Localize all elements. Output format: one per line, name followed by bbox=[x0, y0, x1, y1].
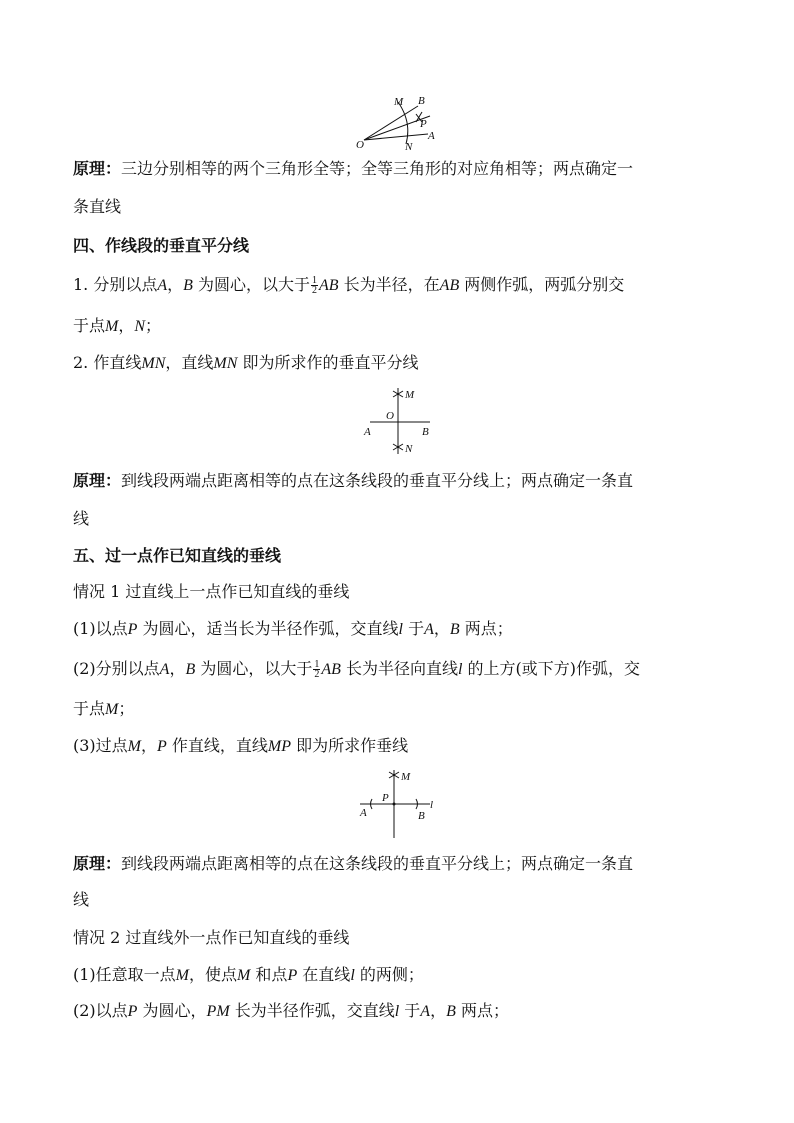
text: ，使点 bbox=[189, 965, 238, 984]
line-l: l bbox=[398, 621, 403, 638]
fraction-half bbox=[311, 276, 318, 295]
segment-pm: PM bbox=[206, 1003, 230, 1020]
section-4-heading: 四、作线段的垂直平分线 bbox=[73, 236, 250, 255]
text: 为圆心，适当长为半径作弧，交直线 bbox=[137, 619, 399, 638]
case-2-step-2 bbox=[73, 1000, 509, 1023]
denominator: 2 bbox=[312, 285, 318, 296]
perpendicular-bisector-figure bbox=[360, 384, 440, 458]
point-p: P bbox=[157, 738, 167, 755]
text: (1)以点 bbox=[73, 619, 128, 638]
text: 两侧作弧，两弧分别交 bbox=[459, 275, 625, 294]
text: 和点 bbox=[250, 965, 288, 984]
text: 两点； bbox=[459, 619, 513, 638]
point-m: M bbox=[127, 738, 141, 755]
principle-2-cont bbox=[73, 508, 89, 530]
text: ； bbox=[118, 699, 135, 718]
case-1-step-3 bbox=[73, 735, 408, 758]
principle-3 bbox=[73, 853, 633, 875]
point-b: B bbox=[446, 1003, 456, 1020]
label-m: M bbox=[394, 96, 404, 108]
label-a: A bbox=[360, 807, 367, 819]
text: ， bbox=[118, 316, 135, 335]
arc-mn bbox=[398, 102, 408, 144]
label-a: A bbox=[428, 130, 435, 142]
label-l: l bbox=[430, 799, 434, 811]
angle-bisector-figure bbox=[350, 92, 450, 152]
point-b: B bbox=[449, 621, 460, 638]
point-p: P bbox=[287, 967, 298, 984]
case-1-title: 情况 1 过直线上一点作已知直线的垂线 bbox=[73, 582, 350, 601]
label-o: O bbox=[386, 410, 394, 422]
fraction-half bbox=[313, 660, 320, 679]
label-p: P bbox=[420, 118, 427, 130]
text: ， bbox=[141, 736, 158, 755]
point-a: A bbox=[159, 661, 170, 678]
case-2-step-1 bbox=[73, 964, 424, 987]
text: 长为半径向直线 bbox=[340, 659, 458, 678]
principle-1 bbox=[73, 158, 633, 180]
point-b: B bbox=[183, 277, 193, 294]
numerator: 1 bbox=[314, 659, 320, 670]
text: 的两侧； bbox=[354, 965, 424, 984]
point-p: P bbox=[127, 1003, 138, 1020]
text: 作直线，直线 bbox=[166, 736, 268, 755]
section-5-heading: 五、过一点作已知直线的垂线 bbox=[73, 546, 282, 565]
text: 于点 bbox=[73, 316, 106, 335]
label-b: B bbox=[418, 95, 425, 107]
point-a: A bbox=[420, 1003, 431, 1020]
principle-2 bbox=[73, 470, 633, 492]
point-m: M bbox=[105, 701, 119, 718]
label-m: M bbox=[405, 389, 415, 401]
section-4-step-1 bbox=[73, 274, 624, 297]
principle-label: 原理： bbox=[73, 854, 122, 873]
label-n: N bbox=[405, 141, 413, 152]
text: ，直线 bbox=[165, 353, 214, 372]
text: 的上方(或下方)作弧，交 bbox=[462, 659, 641, 678]
principle-text-cont: 条直线 bbox=[73, 197, 122, 216]
point-b: B bbox=[185, 661, 196, 678]
label-m: M bbox=[401, 771, 411, 783]
text: (3)过点 bbox=[73, 736, 128, 755]
principle-text: 到线段两端点距离相等的点在这条线段的垂直平分线上；两点确定一条直 bbox=[121, 471, 634, 490]
text: 1. 分别以点 bbox=[73, 275, 158, 294]
case-2-title: 情况 2 过直线外一点作已知直线的垂线 bbox=[73, 928, 350, 947]
text: 于 bbox=[403, 619, 425, 638]
point-p: P bbox=[127, 621, 138, 638]
text: 长为半径作弧，交直线 bbox=[229, 1001, 395, 1020]
case-1-step-2 bbox=[73, 658, 640, 681]
segment-ab: AB bbox=[321, 661, 341, 678]
line-l: l bbox=[350, 967, 355, 984]
label-p: P bbox=[382, 792, 389, 804]
point-a: A bbox=[424, 621, 434, 638]
point-n: N bbox=[134, 318, 146, 335]
text: ； bbox=[145, 316, 162, 335]
segment-ab: AB bbox=[319, 277, 339, 294]
text: 为圆心，以大于 bbox=[192, 275, 311, 294]
point-m: M bbox=[237, 967, 251, 984]
line-mn: MN bbox=[141, 355, 166, 372]
text: ， bbox=[433, 619, 450, 638]
text: (2)以点 bbox=[73, 1001, 128, 1020]
text: ， bbox=[169, 659, 186, 678]
perpendicular-figure bbox=[354, 766, 444, 840]
text: 2. 作直线 bbox=[73, 353, 142, 372]
numerator: 1 bbox=[312, 275, 318, 286]
text: (2)分别以点 bbox=[73, 659, 160, 678]
text: ， bbox=[167, 275, 184, 294]
principle-3-cont bbox=[73, 889, 89, 911]
principle-text-cont: 线 bbox=[73, 509, 90, 528]
line-l: l bbox=[457, 661, 463, 678]
text: ， bbox=[430, 1001, 447, 1020]
principle-1-cont bbox=[73, 196, 121, 218]
section-4-step-2 bbox=[73, 352, 418, 375]
point-p-dot bbox=[393, 803, 396, 806]
line-mp: MP bbox=[267, 738, 291, 755]
principle-text: 三边分别相等的两个三角形全等；全等三角形的对应角相等；两点确定一 bbox=[121, 159, 634, 178]
text: 为圆心，以大于 bbox=[195, 659, 313, 678]
principle-label: 原理： bbox=[73, 471, 122, 490]
denominator: 2 bbox=[314, 669, 320, 680]
line-mn: MN bbox=[213, 355, 238, 372]
label-n: N bbox=[405, 443, 413, 455]
label-a: A bbox=[364, 426, 371, 438]
line-l: l bbox=[394, 1003, 400, 1020]
point-m: M bbox=[175, 967, 189, 984]
section-4-step-1-cont bbox=[73, 315, 161, 338]
text: (1)任意取一点 bbox=[73, 965, 176, 984]
text: 即为所求作垂线 bbox=[291, 736, 409, 755]
text: 即为所求作的垂直平分线 bbox=[237, 353, 419, 372]
principle-text-cont: 线 bbox=[73, 890, 90, 909]
label-b: B bbox=[422, 426, 429, 438]
text: 长为半径，在 bbox=[338, 275, 440, 294]
segment-ab: AB bbox=[439, 277, 460, 294]
principle-text: 到线段两端点距离相等的点在这条线段的垂直平分线上；两点确定一条直 bbox=[121, 854, 634, 873]
label-o: O bbox=[356, 139, 364, 151]
text: 为圆心， bbox=[137, 1001, 207, 1020]
point-m: M bbox=[105, 318, 119, 335]
principle-label: 原理： bbox=[73, 159, 122, 178]
label-b: B bbox=[418, 810, 425, 822]
text: 于 bbox=[399, 1001, 421, 1020]
text: 两点； bbox=[455, 1001, 509, 1020]
point-a: A bbox=[157, 277, 168, 294]
text: 在直线 bbox=[297, 965, 351, 984]
case-1-step-1 bbox=[73, 618, 513, 641]
case-1-step-2-cont bbox=[73, 698, 134, 721]
text: 于点 bbox=[73, 699, 106, 718]
